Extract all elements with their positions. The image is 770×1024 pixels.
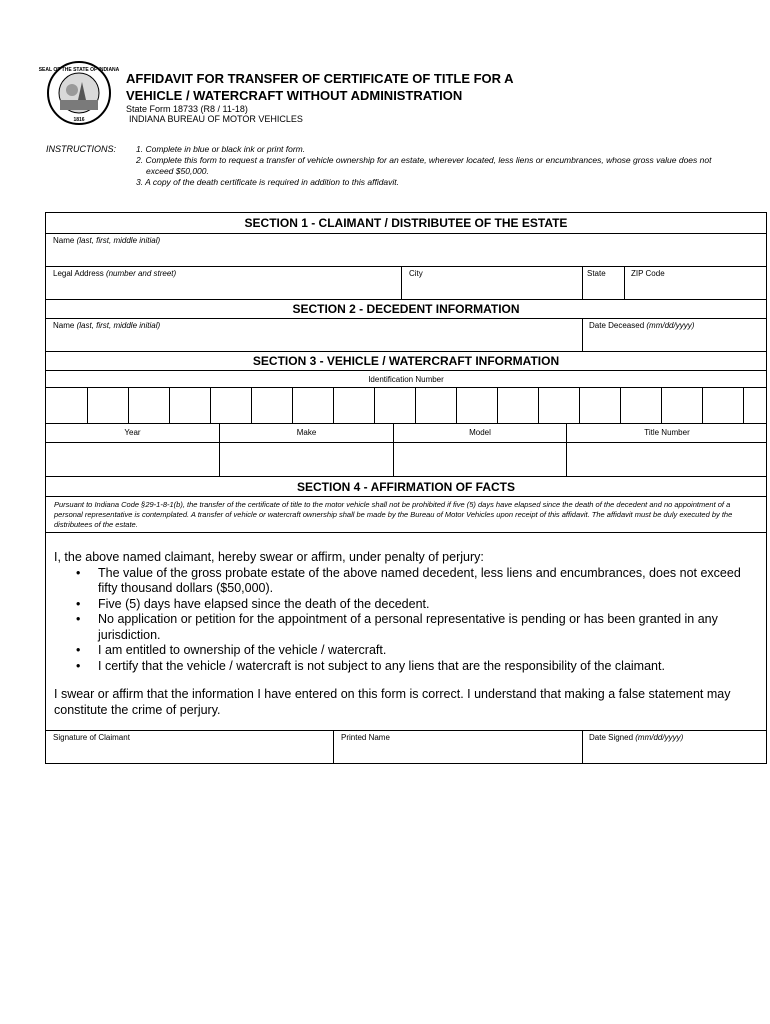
- title-line-1: AFFIDAVIT FOR TRANSFER OF CERTIFICATE OF TITLE FOR A: [126, 71, 514, 86]
- vin-box[interactable]: [170, 388, 210, 423]
- instruction-item: 3. A copy of the death certificate is required in addition to this affidavit.: [136, 177, 400, 187]
- make-field[interactable]: [220, 443, 393, 476]
- vin-boxes-row: [46, 388, 766, 424]
- affirmation-bullet: • The value of the gross probate estate of the above named decedent, less liens and encumbrances, does not exceed fifty thousand dollars ($50,000).: [54, 566, 756, 597]
- vin-box[interactable]: [621, 388, 661, 423]
- instruction-item: 1. Complete in blue or black ink or print form.: [136, 144, 306, 154]
- vin-box[interactable]: [252, 388, 292, 423]
- affirmation-body: [46, 533, 766, 731]
- vin-box[interactable]: [46, 388, 87, 423]
- section2-title: SECTION 2 - DECEDENT INFORMATION: [292, 302, 520, 316]
- decedent-row: [46, 318, 766, 352]
- vin-box[interactable]: [539, 388, 579, 423]
- vin-box[interactable]: [416, 388, 456, 423]
- section4-preamble: Pursuant to Indiana Code §29-1-8-1(b), the transfer of the certificate of title to the motor vehicle shall not be prohibited if five (5) days have elapsed since the death of the decedent and no appointment of a personal representative is contemplated. A transfer of vehicle or watercraft ownership shall be made by the Bureau of Motor Vehicles upon receipt of this affidavit. The affidavit must be duly executed by the distributees of the estate.: [54, 500, 733, 529]
- identification-number-header: [46, 370, 766, 388]
- vin-box[interactable]: [129, 388, 169, 423]
- section3-title: SECTION 3 - VEHICLE / WATERCRAFT INFORMATION: [252, 354, 560, 368]
- signature-label: Signature of Claimant: [53, 733, 130, 742]
- affirmation-bullet: • Five (5) days have elapsed since the death of the decedent.: [54, 597, 756, 613]
- form-title: [126, 70, 686, 104]
- svg-text:SEAL OF THE STATE OF INDIANA: SEAL OF THE STATE OF INDIANA: [38, 67, 120, 73]
- title-number-label: Title Number: [644, 428, 690, 437]
- date-signed-field[interactable]: [583, 731, 767, 763]
- decedent-name-label: Name (last, first, middle initial): [53, 321, 161, 330]
- title-number-field[interactable]: [567, 443, 767, 476]
- make-label: Make: [296, 428, 317, 437]
- claimant-name-label: Name (last, first, middle initial): [53, 236, 161, 245]
- date-deceased-field[interactable]: [583, 319, 767, 351]
- city-field[interactable]: [402, 267, 583, 299]
- printed-name-field[interactable]: [334, 731, 582, 763]
- year-field[interactable]: [46, 443, 219, 476]
- model-label: Model: [469, 428, 491, 437]
- vin-box[interactable]: [375, 388, 415, 423]
- vin-box[interactable]: [703, 388, 743, 423]
- model-field[interactable]: [394, 443, 566, 476]
- vin-box[interactable]: [293, 388, 333, 423]
- svg-text:1816: 1816: [73, 117, 85, 123]
- section4-title: SECTION 4 - AFFIRMATION OF FACTS: [46, 477, 766, 497]
- signature-row: [46, 731, 766, 763]
- title-line-2: VEHICLE / WATERCRAFT WITHOUT ADMINISTRATION: [126, 88, 463, 103]
- vin-box[interactable]: [744, 388, 767, 423]
- agency-name: INDIANA BUREAU OF MOTOR VEHICLES: [129, 114, 303, 124]
- vin-box[interactable]: [457, 388, 497, 423]
- affirmation-closing: I swear or affirm that the information I have entered on this form is correct. I understand that making a false statement may constitute the crime of perjury.: [54, 687, 731, 717]
- state-seal-logo: [38, 60, 120, 126]
- legal-address-label: Legal Address (number and street): [53, 269, 177, 278]
- year-label: Year: [124, 428, 141, 437]
- vin-box[interactable]: [662, 388, 702, 423]
- section4-preamble-row: [46, 497, 766, 533]
- vin-box[interactable]: [88, 388, 128, 423]
- claimant-address-row: [46, 267, 766, 300]
- instructions-label: INSTRUCTIONS:: [46, 144, 117, 154]
- vin-box[interactable]: [498, 388, 538, 423]
- affirmation-bullets: [54, 566, 756, 675]
- state-label: State: [587, 269, 606, 278]
- affirmation-bullet: • I certify that the vehicle / watercraft is not subject to any liens that are the responsibility of the claimant.: [54, 659, 756, 675]
- date-deceased-label: Date Deceased (mm/dd/yyyy): [589, 321, 695, 330]
- vehicle-details-row: [46, 443, 766, 477]
- affirmation-bullet: • I am entitled to ownership of the vehicle / watercraft.: [54, 643, 756, 659]
- signature-field[interactable]: [46, 731, 333, 763]
- vehicle-details-header: [46, 424, 766, 443]
- decedent-name-field[interactable]: [46, 319, 582, 351]
- affirmation-bullet: • No application or petition for the appointment of a personal representative is pending or has been granted in any jurisdiction.: [54, 612, 756, 643]
- claimant-name-field[interactable]: [46, 233, 766, 267]
- identification-number-label: Identification Number: [368, 375, 444, 384]
- affidavit-form: [45, 212, 767, 764]
- vin-box[interactable]: [580, 388, 620, 423]
- state-field[interactable]: [583, 267, 624, 299]
- date-signed-label: Date Signed (mm/dd/yyyy): [589, 733, 684, 742]
- city-label: City: [409, 269, 423, 278]
- instructions-list: [136, 144, 736, 188]
- zip-field[interactable]: [625, 267, 767, 299]
- printed-name-label: Printed Name: [341, 733, 390, 742]
- form-number: State Form 18733 (R8 / 11-18): [126, 104, 248, 114]
- instruction-item: 2. Complete this form to request a transfer of vehicle ownership for an estate, wherever located, less liens or encumbrances, whose gross value does not exceed $50,000.: [136, 155, 712, 176]
- legal-address-field[interactable]: [46, 267, 401, 299]
- affirmation-intro: I, the above named claimant, hereby swear or affirm, under penalty of perjury:: [54, 550, 484, 564]
- zip-label: ZIP Code: [631, 269, 665, 278]
- section1-title: SECTION 1 - CLAIMANT / DISTRIBUTEE OF THE ESTATE: [244, 216, 568, 230]
- vin-box[interactable]: [211, 388, 251, 423]
- vin-box[interactable]: [334, 388, 374, 423]
